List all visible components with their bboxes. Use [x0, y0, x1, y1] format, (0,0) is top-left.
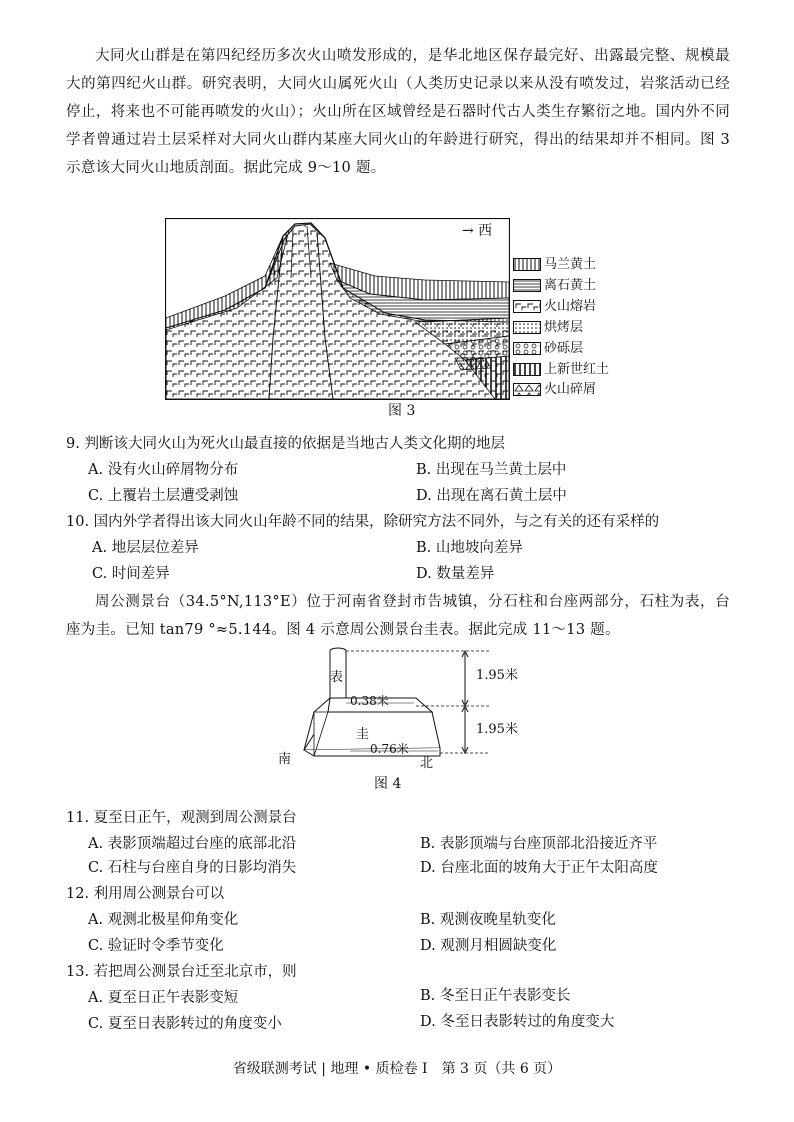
q11-option-d[interactable]: D. 台座北面的坡角大于正午太阳高度: [420, 860, 658, 876]
legend-pliocene-red-soil: 上新世红土: [513, 363, 609, 377]
question-9-stem: 9. 判断该大同火山为死火山最直接的依据是当地古人类文化期的地层: [66, 436, 505, 452]
legend-lishi-loess: 离石黄土: [513, 279, 596, 293]
legend-gravel-layer: 砂砾层: [513, 342, 583, 356]
q10-option-c[interactable]: C. 时间差异: [92, 566, 170, 582]
q9-option-c[interactable]: C. 上覆岩土层遭受剥蚀: [88, 488, 239, 504]
legend-volcanic-lava: 火山熔岩: [513, 300, 596, 314]
question-11-stem: 11. 夏至日正午，观测到周公测景台: [66, 810, 297, 826]
q11-option-a[interactable]: A. 表影顶端超过台座的底部北沿: [88, 836, 297, 852]
direction-label: → 西: [462, 223, 493, 239]
q12-option-b[interactable]: B. 观测夜晚星轨变化: [420, 912, 556, 928]
q9-option-a[interactable]: A. 没有火山碎屑物分布: [88, 462, 239, 478]
q12-option-d[interactable]: D. 观测月相圆缺变化: [420, 938, 557, 954]
q11-option-c[interactable]: C. 石柱与台座自身的日影均消失: [88, 860, 297, 876]
intro-paragraph-1: 大同火山群是在第四纪经历多次火山喷发形成的，是华北地区保存最完好、出露最完整、规模最大的第四纪火山群。研究表明，大同火山属死火山（人类历史记录以来从没有喷发过，岩浆活动已经停止，将来也不可能再喷发的火山）；火山所在区域曾经是石器时代古人类生存繁衍之地。国内外不同学者曾通过岩土层采样对大同火山群内某座大同火山的年龄进行研究，得出的结果却并不相同。图 3 示意该大同火山地质剖面。据此完成 9～10 题。: [66, 48, 730, 176]
figure-4-caption: 图 4: [374, 776, 402, 792]
q10-option-a[interactable]: A. 地层层位差异: [92, 540, 199, 556]
lower-height-label: 1.95米: [476, 722, 518, 737]
top-width-label: 0.38米: [350, 694, 389, 708]
page-footer: 省级联测考试 | 地理 • 质检卷 I 第 3 页（共 6 页）: [232, 1061, 562, 1077]
south-label: 南: [278, 752, 292, 767]
biao-label: 表: [330, 670, 344, 685]
base-width-label: 0.76米: [370, 742, 409, 756]
question-12-stem: 12. 利用周公测景台可以: [66, 886, 225, 902]
q11-option-b[interactable]: B. 表影顶端与台座顶部北沿接近齐平: [420, 836, 658, 852]
gui-label: 圭: [356, 727, 370, 742]
question-10-stem: 10. 国内外学者得出该大同火山年龄不同的结果，除研究方法不同外，与之有关的还有采样的: [66, 514, 660, 530]
q12-option-a[interactable]: A. 观测北极星仰角变化: [88, 912, 239, 928]
q9-option-d[interactable]: D. 出现在离石黄土层中: [416, 488, 567, 504]
figure-3-cross-section: [165, 218, 510, 400]
question-13-stem: 13. 若把周公测景台迁至北京市，则: [66, 964, 297, 980]
legend-baked-layer: 烘烤层: [513, 321, 583, 335]
legend-malan-loess: 马兰黄土: [513, 258, 596, 272]
q13-option-a[interactable]: A. 夏至日正午表影变短: [88, 990, 239, 1006]
q13-option-b[interactable]: B. 冬至日正午表影变长: [420, 988, 571, 1004]
figure-4-gnomon: [290, 640, 530, 770]
q13-option-c[interactable]: C. 夏至日表影转过的角度变小: [88, 1016, 282, 1032]
q10-option-b[interactable]: B. 山地坡向差异: [416, 540, 523, 556]
q12-option-c[interactable]: C. 验证时令季节变化: [88, 938, 224, 954]
intro-paragraph-2: 周公测景台（34.5°N,113°E）位于河南省登封市告城镇，分石柱和台座两部分，石柱为表，台座为圭。已知 tan79 °≈5.144。图 4 示意周公测景台圭表。据此完成 11～13 题。: [66, 594, 730, 638]
legend-pyroclastic: 火山碎屑: [513, 383, 596, 397]
north-label: 北: [420, 756, 434, 771]
q10-option-d[interactable]: D. 数量差异: [416, 566, 495, 582]
q9-option-b[interactable]: B. 出现在马兰黄土层中: [416, 462, 567, 478]
upper-height-label: 1.95米: [476, 668, 518, 683]
q13-option-d[interactable]: D. 冬至日表影转过的角度变大: [420, 1014, 615, 1030]
figure-3-caption: 图 3: [388, 403, 416, 419]
